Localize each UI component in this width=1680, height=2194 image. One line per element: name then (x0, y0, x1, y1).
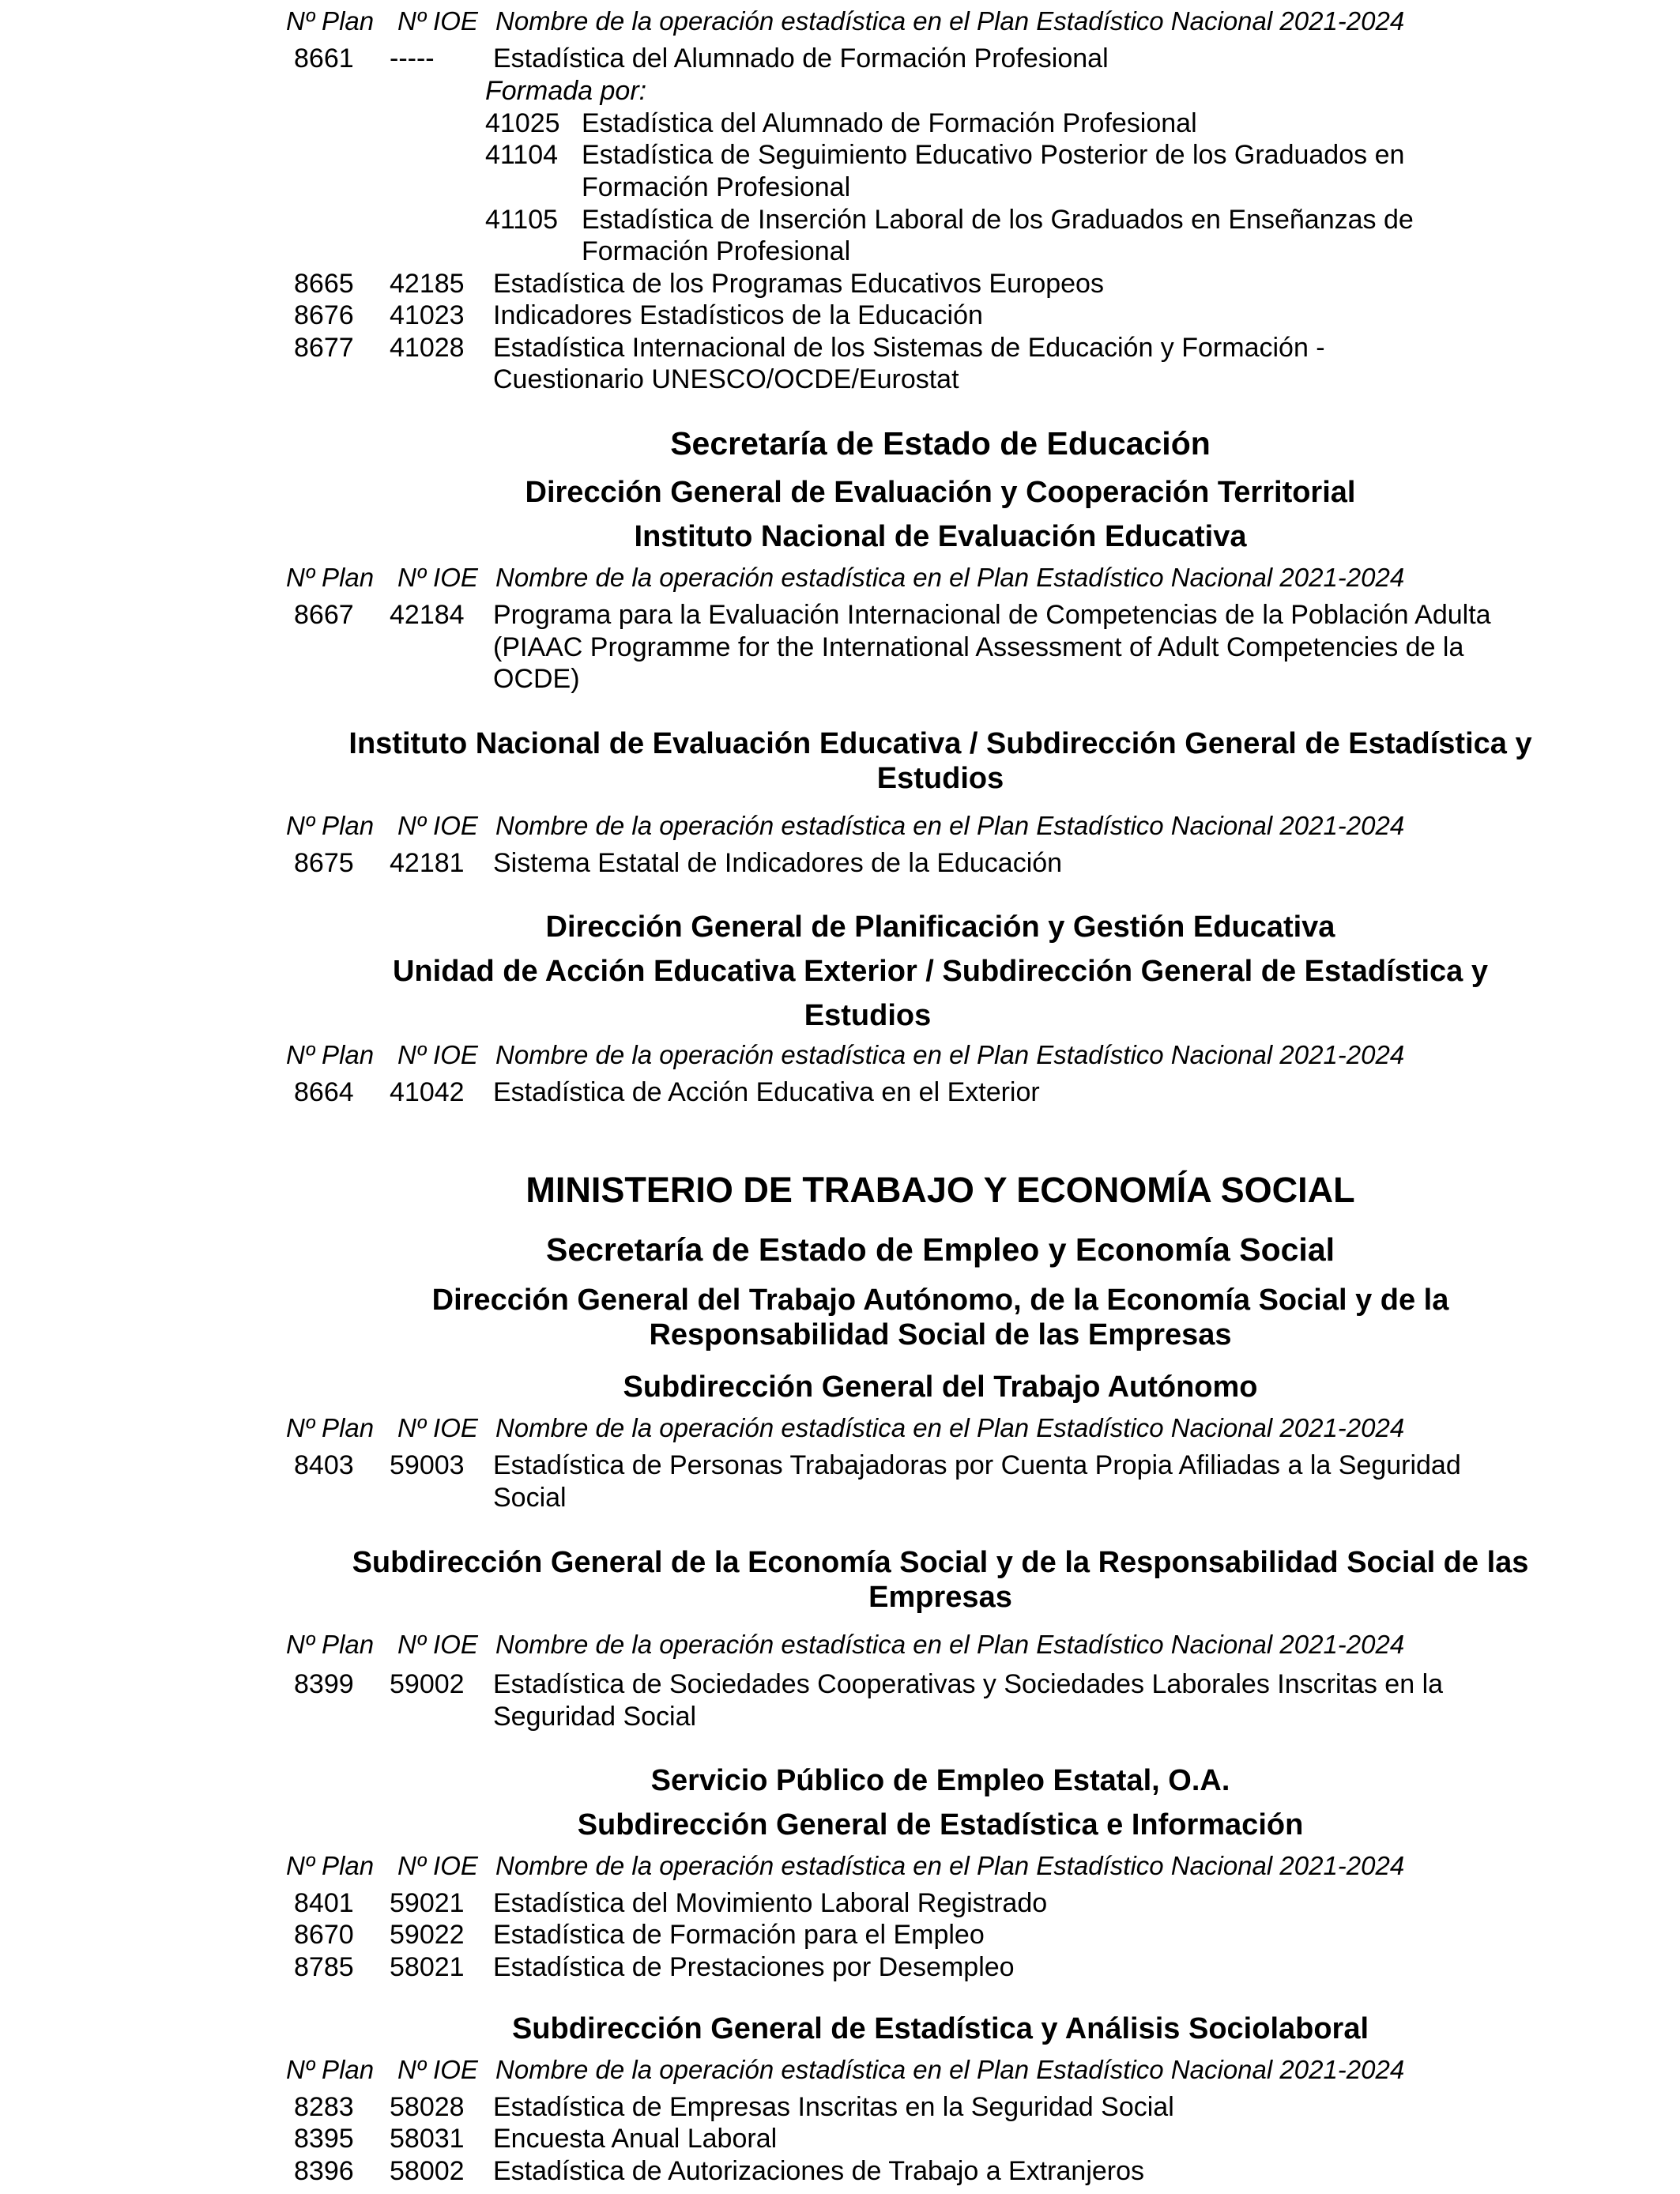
plan-number: 8661 (294, 43, 354, 74)
header-nombre: Nombre de la operación estadística en el Plan Estadístico Nacional 2021-2024 (495, 1040, 1405, 1069)
ioe-number: 41023 (390, 300, 465, 330)
plan-number: 8283 (294, 2092, 354, 2122)
operation-name: Estadística de los Programas Educativos Europeos (493, 269, 1104, 299)
header-plan: Nº Plan (286, 6, 375, 36)
header-nombre: Nombre de la operación estadística en el Plan Estadístico Nacional 2021-2024 (495, 811, 1405, 840)
ioe-number: 59002 (390, 1669, 465, 1699)
header-ioe: Nº IOE (397, 6, 478, 36)
plan-number: 8785 (294, 1952, 354, 1982)
header-ioe: Nº IOE (397, 563, 478, 592)
header-plan: Nº Plan (286, 811, 375, 840)
header-ioe: Nº IOE (397, 1851, 478, 1880)
operation-name-cont: Social (493, 1483, 567, 1513)
operation-name-cont: (PIAAC Programme for the International Assessment of Adult Competencies de la (493, 632, 1464, 662)
header-nombre: Nombre de la operación estadística en el Plan Estadístico Nacional 2021-2024 (495, 6, 1405, 36)
header-plan: Nº Plan (286, 1413, 375, 1442)
directorate-title-cont: Responsabilidad Social de las Empresas (649, 1318, 1232, 1351)
ioe-number: 41104 (485, 140, 559, 170)
operation-name: Estadística de Prestaciones por Desempleo (493, 1952, 1015, 1982)
header-ioe: Nº IOE (397, 1630, 478, 1659)
directorate-title: Dirección General del Trabajo Autónomo, de la Economía Social y de la (431, 1284, 1449, 1317)
agency-title: Servicio Público de Empleo Estatal, O.A. (650, 1764, 1230, 1797)
header-ioe: Nº IOE (397, 1413, 478, 1442)
plan-number: 8399 (294, 1669, 354, 1699)
header-ioe: Nº IOE (397, 2055, 478, 2084)
operation-name: Estadística del Alumnado de Formación Profesional (493, 43, 1109, 74)
plan-number: 8396 (294, 2156, 354, 2186)
institute-title: Instituto Nacional de Evaluación Educativa (634, 520, 1247, 553)
directorate-title: Dirección General de Planificación y Gestión Educativa (545, 910, 1335, 944)
operation-name: Indicadores Estadísticos de la Educación (493, 300, 983, 330)
ioe-number: 42185 (390, 269, 465, 299)
ioe-number: 41025 (485, 108, 560, 138)
operation-name: Estadística de Seguimiento Educativo Posterior de los Graduados en (582, 140, 1405, 170)
operation-name-cont: Formación Profesional (582, 172, 851, 202)
unit-title: Subdirección General de la Economía Social y de la Responsabilidad Social de las (352, 1546, 1529, 1579)
operation-name: Estadística de Personas Trabajadoras por Cuenta Propia Afiliadas a la Seguridad (493, 1450, 1461, 1480)
operation-name: Estadística del Alumnado de Formación Profesional (582, 108, 1197, 138)
ioe-number: 58028 (390, 2092, 465, 2122)
header-nombre: Nombre de la operación estadística en el Plan Estadístico Nacional 2021-2024 (495, 1630, 1405, 1659)
ioe-number: 42181 (390, 848, 465, 878)
section-title: Secretaría de Estado de Empleo y Economía Social (545, 1231, 1335, 1268)
operation-name: Estadística de Formación para el Empleo (493, 1920, 985, 1950)
section-title: Secretaría de Estado de Educación (670, 425, 1211, 462)
ioe-number: 59022 (390, 1920, 465, 1950)
plan-number: 8664 (294, 1077, 354, 1107)
unit-title-cont: Estudios (876, 762, 1004, 795)
unit-title-cont: Empresas (868, 1581, 1012, 1614)
unit-title: Subdirección General del Trabajo Autónomo (623, 1370, 1258, 1404)
plan-number: 8395 (294, 2124, 354, 2154)
unit-title: Subdirección General de Estadística y Análisis Sociolaboral (511, 2012, 1369, 2045)
ioe-number: 58031 (390, 2124, 465, 2154)
header-plan: Nº Plan (286, 1851, 375, 1880)
operation-name: Estadística de Sociedades Cooperativas y Sociedades Laborales Inscritas en la (493, 1669, 1444, 1699)
unit-title-cont: Estudios (804, 999, 932, 1032)
ioe-number: 59021 (390, 1888, 465, 1918)
ioe-number: 41042 (390, 1077, 465, 1107)
header-plan: Nº Plan (286, 1630, 375, 1659)
plan-number: 8667 (294, 600, 354, 630)
plan-number: 8677 (294, 333, 354, 363)
plan-number: 8675 (294, 848, 354, 878)
unit-title: Unidad de Acción Educativa Exterior / Subdirección General de Estadística y (392, 955, 1489, 988)
unit-title: Instituto Nacional de Evaluación Educativa / Subdirección General de Estadística y (348, 727, 1532, 760)
plan-number: 8665 (294, 269, 354, 299)
header-ioe: Nº IOE (397, 811, 478, 840)
directorate-title: Dirección General de Evaluación y Cooperación Territorial (525, 476, 1356, 509)
operation-name-cont: Cuestionario UNESCO/OCDE/Eurostat (493, 364, 959, 394)
ioe-number: ----- (390, 43, 435, 74)
operation-name: Estadística de Empresas Inscritas en la Seguridad Social (493, 2092, 1174, 2122)
ioe-number: 58002 (390, 2156, 465, 2186)
operation-name-cont: Formación Profesional (582, 236, 851, 266)
plan-number: 8670 (294, 1920, 354, 1950)
header-nombre: Nombre de la operación estadística en el Plan Estadístico Nacional 2021-2024 (495, 1851, 1405, 1880)
header-nombre: Nombre de la operación estadística en el Plan Estadístico Nacional 2021-2024 (495, 563, 1405, 592)
ioe-number: 59003 (390, 1450, 465, 1480)
plan-number: 8403 (294, 1450, 354, 1480)
plan-number: 8401 (294, 1888, 354, 1918)
header-plan: Nº Plan (286, 563, 375, 592)
header-nombre: Nombre de la operación estadística en el Plan Estadístico Nacional 2021-2024 (495, 1413, 1405, 1442)
operation-name: Estadística de Inserción Laboral de los Graduados en Enseñanzas de (582, 205, 1414, 235)
plan-number: 8676 (294, 300, 354, 330)
header-nombre: Nombre de la operación estadística en el Plan Estadístico Nacional 2021-2024 (495, 2055, 1405, 2084)
ioe-number: 58021 (390, 1952, 465, 1982)
operation-name: Estadística de Acción Educativa en el Exterior (493, 1077, 1040, 1107)
operation-name-cont: Seguridad Social (493, 1702, 697, 1732)
operation-name: Sistema Estatal de Indicadores de la Educación (493, 848, 1063, 878)
ioe-number: 41105 (485, 205, 559, 235)
unit-title: Subdirección General de Estadística e Información (577, 1808, 1304, 1842)
operation-name: Encuesta Anual Laboral (493, 2124, 778, 2154)
formada-por-label: Formada por: (485, 76, 647, 106)
header-plan: Nº Plan (286, 1040, 375, 1069)
header-plan: Nº Plan (286, 2055, 375, 2084)
ministry-title: MINISTERIO DE TRABAJO Y ECONOMÍA SOCIAL (525, 1170, 1355, 1210)
operation-name: Estadística de Autorizaciones de Trabajo a Extranjeros (493, 2156, 1145, 2186)
operation-name: Estadística Internacional de los Sistemas de Educación y Formación - (493, 333, 1325, 363)
ioe-number: 41028 (390, 333, 465, 363)
ioe-number: 42184 (390, 600, 465, 630)
header-ioe: Nº IOE (397, 1040, 478, 1069)
operation-name: Estadística del Movimiento Laboral Registrado (493, 1888, 1048, 1918)
operation-name-cont: OCDE) (493, 664, 580, 694)
operation-name: Programa para la Evaluación Internacional de Competencias de la Población Adulta (493, 600, 1491, 630)
